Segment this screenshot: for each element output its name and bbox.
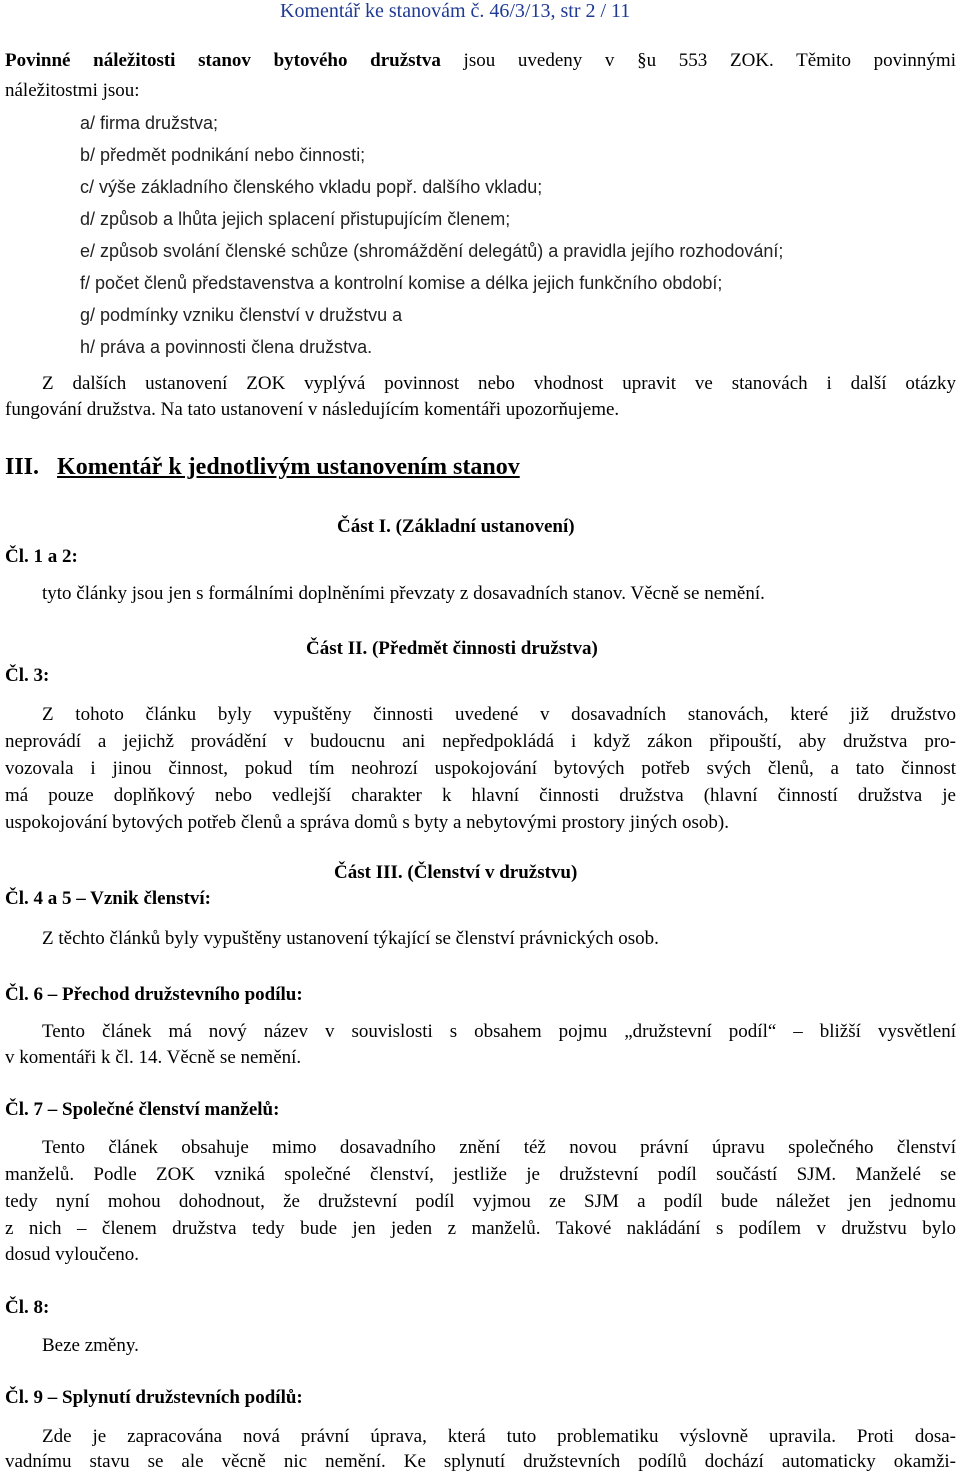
list-item: g/ podmínky vzniku členství v družstvu a (80, 305, 403, 325)
cl1-2-text: tyto články jsou jen s formálními doplněními převzaty z dosavadních stanov. Věcně se nemění. (42, 583, 765, 604)
part3-title: Část III. (Členství v družstvu) (334, 862, 578, 883)
section-title: Komentář k jednotlivým ustanovením stanov (57, 454, 520, 480)
cl8-label: Čl. 8: (5, 1297, 50, 1318)
cl7-line-1: Tento článek obsahuje mimo dosavadního znění též novou právní úpravu společného členství (42, 1137, 956, 1158)
list-item: d/ způsob a lhůta jejich splacení přistupujícím členem; (80, 209, 511, 229)
cl6-line-1: Tento článek má nový název v souvislosti s obsahem pojmu „družstevní podíl“ – bližší vysvětlení (42, 1021, 956, 1042)
list-item: c/ výše základního členského vkladu popř. dalšího vkladu; (80, 177, 543, 197)
cl7-line-2: manželů. Podle ZOK vzniká společné členství, jestliže je družstevní podíl součástí SJM. Manželé se (5, 1164, 956, 1185)
further-line-1: Z dalších ustanovení ZOK vyplývá povinnost nebo vhodnost upravit ve stanovách i další otázky (42, 373, 956, 394)
cl3-line-2: neprovádí a jejichž provádění v budoucnu ani nepředpokládá i když zákon připouští, aby družstva pro- (5, 731, 956, 752)
cl9-line-1: Zde je zapracována nová právní úprava, která tuto problematiku výslovně upravila. Proti dosa- (42, 1426, 956, 1447)
part1-title: Část I. (Základní ustanovení) (337, 516, 575, 537)
intro-line-2: náležitostmi jsou: (5, 80, 140, 101)
section-number: III. (5, 454, 40, 480)
cl9-line-2: vadnímu stavu se ale věcně nic nemění. Ke splynutí družstevních podílů dochází automaticky okamži- (5, 1451, 956, 1472)
cl7-line-4: z nich – členem družstva tedy bude jen jeden z manželů. Takové nakládání s podílem v družstvu bylo (5, 1218, 956, 1239)
list-item: b/ předmět podnikání nebo činnosti; (80, 145, 366, 165)
part2-title: Část II. (Předmět činnosti družstva) (306, 638, 598, 659)
page-header: Komentář ke stanovám č. 46/3/13, str 2 / 11 (280, 0, 631, 22)
list-item: h/ práva a povinnosti člena družstva. (80, 337, 373, 357)
cl8-text: Beze změny. (42, 1335, 139, 1356)
cl3-line-5: uspokojování bytových potřeb členů a správa domů s byty a nebytovými prostory jiných osob). (5, 812, 729, 833)
intro-bold: Povinné náležitosti stanov bytového družstva (5, 50, 441, 71)
cl7-line-5: dosud vyloučeno. (5, 1244, 140, 1265)
intro-rest: jsou uvedeny v §u 553 ZOK. Těmito povinnými (440, 50, 956, 71)
cl3-line-1: Z tohoto článku byly vypuštěny činnosti uvedené v dosavadních stanovách, které již družstvo (42, 704, 956, 725)
list-item: e/ způsob svolání členské schůze (shromáždění delegátů) a pravidla jejího rozhodování; (80, 241, 784, 261)
section-heading (5, 454, 956, 481)
intro-line-1 (5, 50, 956, 72)
cl3-line-4: má pouze doplňkový nebo vedlejší charakter k hlavní činnosti družstva (hlavní činností družstva je (5, 785, 956, 806)
cl1-2-label: Čl. 1 a 2: (5, 546, 78, 567)
cl7-line-3: tedy nyní mohou dohodnout, že družstevní podíl vyjmou ze SJM a podíl bude náležet jen jednomu (5, 1191, 956, 1212)
cl6-label: Čl. 6 – Přechod družstevního podílu: (5, 984, 303, 1005)
list-item: f/ počet členů představenstva a kontrolní komise a délka jejich funkčního období; (80, 273, 723, 293)
further-line-2: fungování družstva. Na tato ustanovení v následujícím komentáři upozorňujeme. (5, 399, 620, 420)
cl3-line-3: vozovala i jinou činnost, pokud tím neohrozí uspokojování bytových potřeb svých členů, a tato činnost (5, 758, 956, 779)
cl3-label: Čl. 3: (5, 665, 50, 686)
list-item: a/ firma družstva; (80, 113, 219, 133)
cl4-5-text: Z těchto článků byly vypuštěny ustanovení týkající se členství právnických osob. (42, 928, 659, 949)
cl7-label: Čl. 7 – Společné členství manželů: (5, 1099, 280, 1120)
cl9-label: Čl. 9 – Splynutí družstevních podílů: (5, 1387, 303, 1408)
cl6-line-2: v komentáři k čl. 14. Věcně se nemění. (5, 1047, 302, 1068)
cl4-5-label: Čl. 4 a 5 – Vznik členství: (5, 888, 212, 909)
